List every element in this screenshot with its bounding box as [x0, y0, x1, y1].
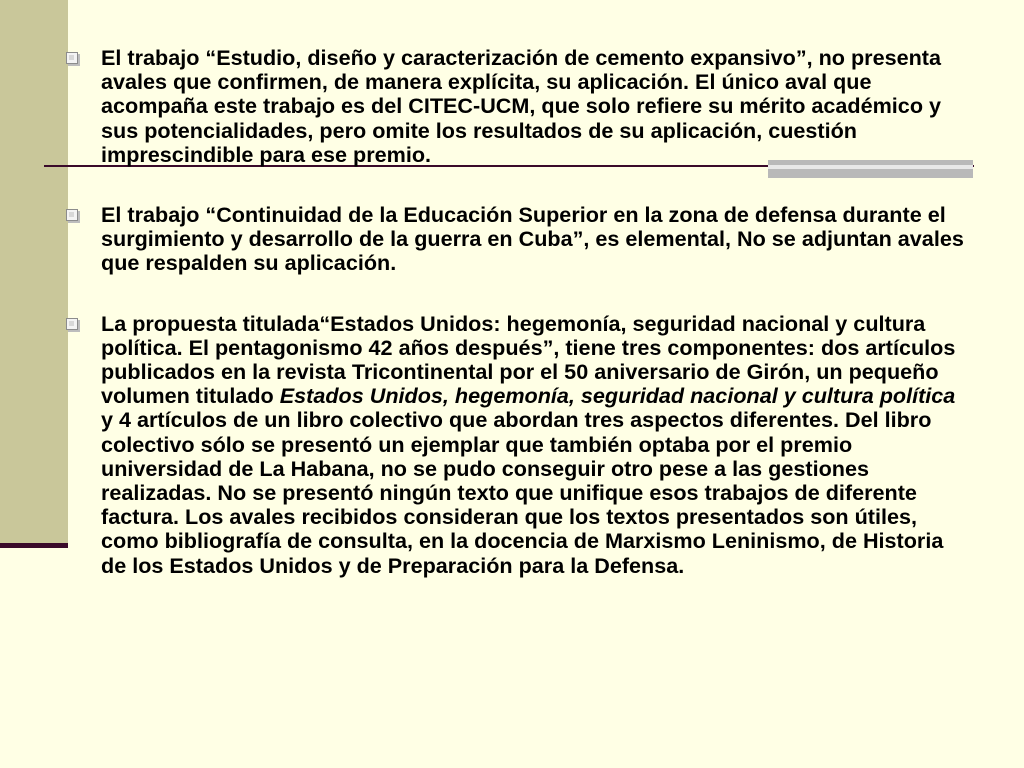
bullet-item-1: [62, 46, 972, 167]
bullet-3-text-end: y 4 artículos de un libro colectivo que abordan tres aspectos diferentes. Del libro colectivo sólo se presentó un ejemplar que también optaba por el premio universidad de La Habana, no se pudo conseguir otro pese a las gestiones realizadas. No se presentó ningún texto que unifique esos trabajos de diferente factura. Los avales recibidos consideran que los textos presentados son útiles, como bibliografía de consulta, en la docencia de Marxismo Leninismo, de Historia de los Estados Unidos y de Preparación para la Defensa.: [101, 407, 944, 578]
bullet-3-text-start: La propuesta titulada“Estados Unidos: hegemonía, seguridad nacional y cultura política. El pentagonismo 42 años después”, tiene tres componentes: dos artículos publicados en la revista Tricontinental por el 50 aniversario de Girón, un pequeño volumen titulado: [101, 310, 956, 409]
square-bullet-icon: [66, 52, 78, 64]
bullet-item-3: [62, 312, 972, 578]
bullet-1-text: El trabajo “Estudio, diseño y caracterización de cemento expansivo”, no presenta avales que confirmen, de manera explícita, su aplicación. El único aval que acompaña este trabajo es del CITEC-UCM, que solo refiere su mérito académico y sus potencialidades, pero omite los resultados de su aplicación, cuestión imprescindible para ese premio.: [101, 45, 942, 167]
bullet-item-2: [62, 203, 972, 276]
decorative-side-line: [0, 543, 68, 548]
bullet-3-italic-title: Estados Unidos, hegemonía, seguridad nacional y cultura política: [279, 383, 956, 409]
square-bullet-icon: [66, 318, 78, 330]
decorative-side-bar: [0, 0, 68, 548]
square-bullet-icon: [66, 209, 78, 221]
bullet-2-text: El trabajo “Continuidad de la Educación Superior en la zona de defensa durante el surgimiento y desarrollo de la guerra en Cuba”, es elemental, No se adjuntan avales que respalden su aplicación.: [101, 202, 964, 276]
slide-bullet-list: [62, 46, 972, 614]
